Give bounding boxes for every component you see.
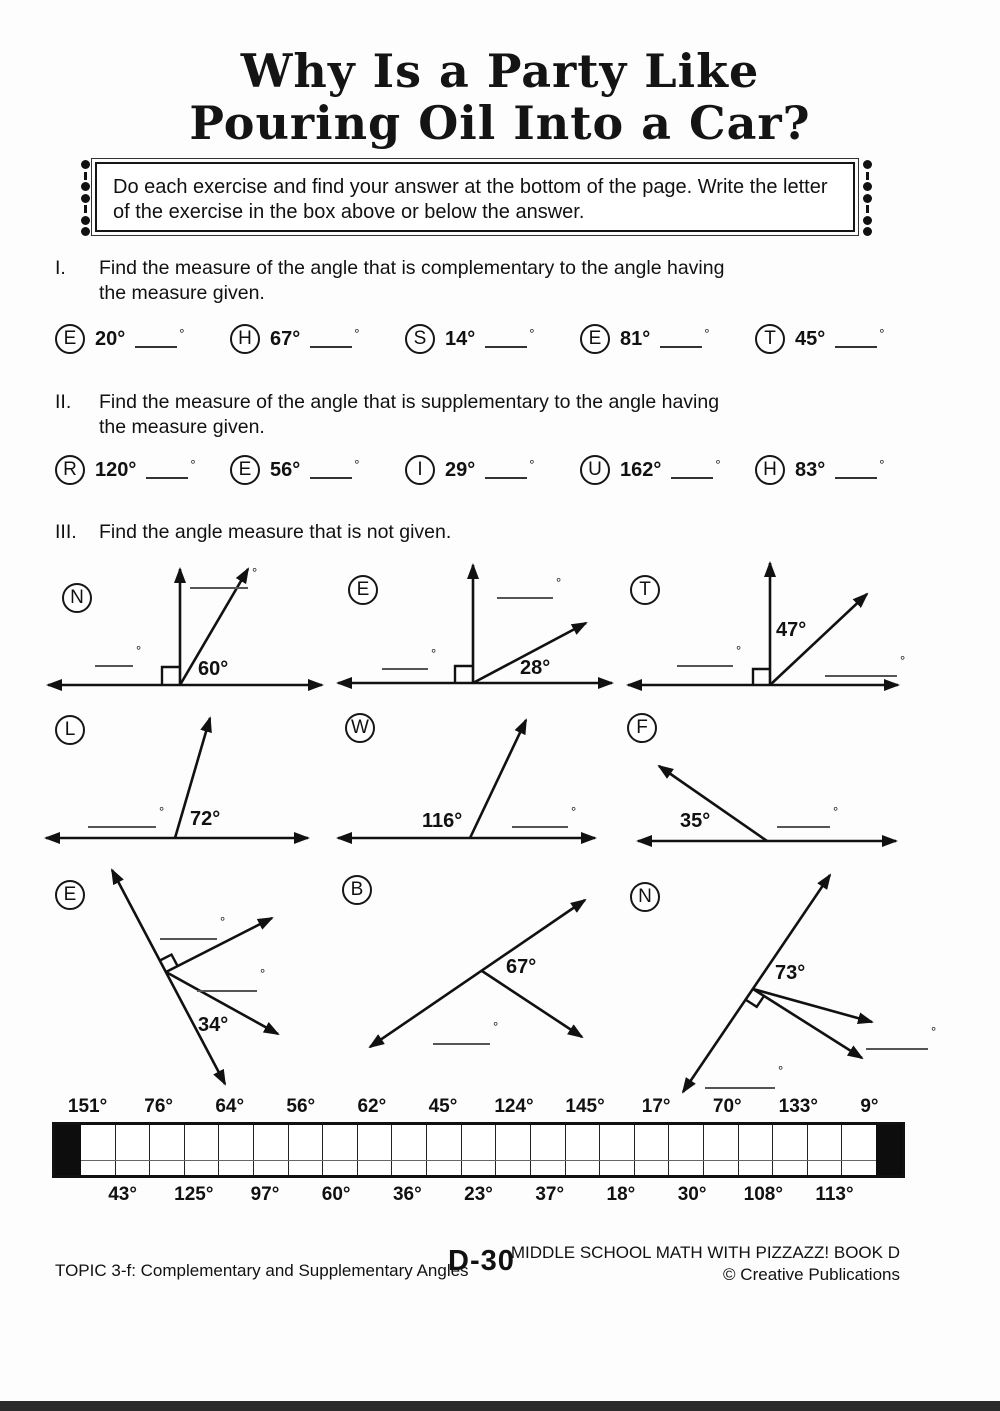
given-angle: 83°: [795, 458, 826, 481]
given-angle-label: 67°: [506, 956, 537, 978]
answer-cell: [289, 1125, 324, 1175]
degree-sign: °: [715, 456, 721, 472]
answer-cell: [531, 1125, 566, 1175]
footer-source-line2: © Creative Publications: [723, 1265, 900, 1285]
answer-values-bottom: [87, 1184, 870, 1206]
angle-diagram-svg: [330, 555, 620, 703]
strip-line: [81, 1160, 876, 1161]
answer-blank: [835, 461, 877, 479]
answer-cell: [496, 1125, 531, 1175]
footer-topic: TOPIC 3-f: Complementary and Supplementary Angles: [55, 1261, 469, 1280]
answer-strip: [52, 1122, 905, 1178]
answer-blank: [485, 461, 527, 479]
answer-value: 151°: [67, 1096, 108, 1117]
answer-value: 30°: [677, 1184, 707, 1205]
strip-endcap-left: [55, 1125, 81, 1175]
given-angle-label: 116°: [422, 810, 463, 832]
angle-diagram-svg: [330, 862, 630, 1107]
answer-blank: [835, 330, 877, 348]
footer-source-line1: MIDDLE SCHOOL MATH WITH PIZZAZZ! BOOK D: [510, 1243, 900, 1262]
section1-prompt-line2: the measure given.: [99, 282, 265, 305]
given-angle-label: 73°: [775, 962, 806, 984]
answer-cell: [566, 1125, 601, 1175]
diagram-b-67: [330, 862, 630, 1107]
degree-sign: °: [136, 643, 142, 658]
answer-value: 62°: [357, 1096, 387, 1117]
given-angle: 45°: [795, 327, 826, 350]
diagram-letter: N: [630, 882, 660, 912]
answer-value: 108°: [743, 1184, 783, 1205]
degree-sign: °: [556, 575, 562, 590]
degree-sign: °: [190, 456, 196, 472]
exercise-letter: T: [755, 324, 785, 354]
answer-cell: [185, 1125, 220, 1175]
given-angle: 120°: [95, 458, 137, 481]
degree-sign: °: [879, 325, 885, 341]
diagram-t-47: [620, 555, 990, 703]
answer-blank: [95, 651, 133, 667]
diagram-letter: W: [345, 713, 375, 743]
ornament-left: [78, 160, 92, 236]
answer-blank: [485, 330, 527, 348]
answer-blank: [866, 1034, 928, 1050]
diagram-letter: T: [630, 575, 660, 605]
answer-value: 60°: [321, 1184, 351, 1205]
section2-items: [55, 455, 930, 485]
given-angle: 29°: [445, 458, 476, 481]
instruction-line1: Do each exercise and find your answer at the bottom of the page. Write the letter: [113, 176, 828, 198]
diagram-letter: B: [342, 875, 372, 905]
answer-cell: [116, 1125, 151, 1175]
given-angle-label: 35°: [680, 810, 711, 832]
page-title-line2: Pouring Oil Into a Car?: [189, 95, 811, 150]
degree-sign: °: [529, 325, 535, 341]
section1-numeral: I.: [55, 257, 66, 279]
bottom-scan-bar: [0, 1401, 1000, 1411]
degree-sign: °: [833, 804, 839, 819]
answer-cell: [600, 1125, 635, 1175]
exercise-item: [405, 455, 580, 485]
diagram-e-28: [330, 555, 620, 703]
exercise-item: [580, 455, 755, 485]
answer-cell: [739, 1125, 774, 1175]
section1-prompt-line1: Find the measure of the angle that is complementary to the angle having: [99, 257, 725, 279]
answer-value: 64°: [215, 1096, 245, 1117]
section3-numeral: III.: [55, 521, 77, 543]
degree-sign: °: [736, 643, 742, 658]
answer-value: 133°: [778, 1096, 818, 1117]
diagram-e-34: [40, 862, 330, 1107]
exercise-letter: S: [405, 324, 435, 354]
answer-value: 124°: [494, 1096, 534, 1117]
degree-sign: °: [879, 456, 885, 472]
footer-page-code: D-30: [448, 1245, 515, 1277]
answer-value: 36°: [392, 1184, 422, 1205]
angle-diagram-svg: [620, 862, 1000, 1107]
given-angle: 56°: [270, 458, 301, 481]
right-angle-mark: [162, 667, 180, 685]
answer-blank: [671, 461, 713, 479]
answer-value: 56°: [286, 1096, 316, 1117]
answer-blank: [146, 461, 188, 479]
answer-cell: [219, 1125, 254, 1175]
exercise-item: [755, 455, 930, 485]
answer-value: 125°: [174, 1184, 214, 1205]
answer-value: 43°: [108, 1184, 137, 1205]
answer-blank: [512, 812, 568, 828]
answer-blank: [160, 924, 217, 940]
right-angle-mark: [753, 669, 770, 685]
exercise-letter: E: [230, 455, 260, 485]
strip-cells: [81, 1125, 876, 1175]
diagram-w-116: [330, 708, 620, 858]
degree-sign: °: [159, 804, 165, 819]
answer-value: 18°: [606, 1184, 636, 1205]
answer-cell: [323, 1125, 358, 1175]
answer-blank: [382, 654, 428, 670]
answer-value: 145°: [565, 1096, 605, 1117]
given-angle: 20°: [95, 327, 126, 350]
answer-cell: [150, 1125, 185, 1175]
ornament-right: [860, 160, 874, 236]
page-title-line1: Why Is a Party Like: [240, 44, 760, 98]
right-angle-mark: [455, 666, 473, 683]
answer-blank: [433, 1029, 490, 1045]
given-angle-label: 47°: [776, 619, 807, 641]
given-angle: 162°: [620, 458, 662, 481]
degree-sign: °: [354, 325, 360, 341]
degree-sign: °: [252, 565, 258, 580]
page-title: [0, 46, 1000, 149]
answer-cell: [635, 1125, 670, 1175]
exercise-item: [405, 324, 580, 354]
degree-sign: °: [778, 1063, 784, 1078]
answer-cell: [808, 1125, 843, 1175]
degree-sign: °: [179, 325, 185, 341]
angle-diagram-svg: [40, 555, 330, 703]
diagram-l-72: [40, 708, 330, 858]
answer-blank: [677, 651, 733, 667]
diagram-letter: F: [627, 713, 657, 743]
answer-cell: [462, 1125, 497, 1175]
answer-value: 70°: [712, 1096, 742, 1117]
given-angle: 81°: [620, 327, 651, 350]
section1-prompt: [99, 256, 724, 307]
answer-blank: [660, 330, 702, 348]
answer-values-top: [52, 1096, 905, 1118]
instruction-line2: of the exercise in the box above or below the answer.: [113, 201, 585, 223]
diagram-f-35: [620, 708, 990, 858]
given-angle-label: 28°: [520, 657, 551, 679]
degree-sign: °: [931, 1024, 937, 1039]
degree-sign: °: [260, 966, 266, 981]
answer-blank: [190, 573, 248, 589]
section2-prompt-line1: Find the measure of the angle that is supplementary to the angle having: [99, 391, 720, 413]
answer-value: 9°: [860, 1096, 879, 1117]
exercise-letter: I: [405, 455, 435, 485]
exercise-item: [230, 455, 405, 485]
diagram-letter: L: [55, 715, 85, 745]
section2-prompt: [99, 390, 719, 441]
answer-value: 37°: [535, 1184, 565, 1205]
section1-header: [55, 256, 724, 307]
exercise-letter: E: [55, 324, 85, 354]
section3-header: [55, 520, 451, 545]
exercise-letter: E: [580, 324, 610, 354]
given-angle-label: 34°: [198, 1014, 229, 1036]
diagram-letter: E: [348, 575, 378, 605]
given-angle-label: 72°: [190, 808, 221, 830]
section2-header: [55, 390, 719, 441]
degree-sign: °: [431, 646, 437, 661]
answer-value: 76°: [144, 1096, 173, 1117]
degree-sign: °: [529, 456, 535, 472]
exercise-letter: U: [580, 455, 610, 485]
answer-blank: [777, 812, 830, 828]
answer-blank: [197, 976, 257, 992]
diagram-n-73: [620, 862, 1000, 1107]
answer-cell: [842, 1125, 876, 1175]
answer-value: 97°: [250, 1184, 280, 1205]
answer-cell: [392, 1125, 427, 1175]
answer-cell: [427, 1125, 462, 1175]
section3-prompt: Find the angle measure that is not given.: [99, 521, 452, 543]
answer-cell: [358, 1125, 393, 1175]
given-angle-label: 60°: [198, 658, 229, 680]
footer-source: [511, 1242, 900, 1286]
degree-sign: °: [354, 456, 360, 472]
answer-blank: [497, 583, 553, 599]
answer-cell: [773, 1125, 808, 1175]
answer-blank: [310, 461, 352, 479]
answer-blank: [310, 330, 352, 348]
answer-cell: [81, 1125, 116, 1175]
instruction-box: [95, 162, 855, 232]
answer-cell: [254, 1125, 289, 1175]
exercise-letter: H: [755, 455, 785, 485]
section2-numeral: II.: [55, 391, 72, 413]
exercise-item: [55, 324, 230, 354]
exercise-letter: R: [55, 455, 85, 485]
diagram-n-60: [40, 555, 330, 703]
answer-value: 45°: [428, 1096, 458, 1117]
exercise-item: [55, 455, 230, 485]
exercise-item: [580, 324, 755, 354]
section1-items: [55, 324, 930, 354]
answer-value: 113°: [815, 1184, 854, 1205]
exercise-item: [755, 324, 930, 354]
angle-diagram-svg: [620, 708, 990, 858]
section2-prompt-line2: the measure given.: [99, 416, 265, 439]
answer-value: 17°: [641, 1096, 671, 1117]
degree-sign: °: [220, 914, 226, 929]
given-angle: 14°: [445, 327, 476, 350]
degree-sign: °: [493, 1019, 499, 1034]
diagram-letter: N: [62, 583, 92, 613]
strip-endcap-right: [876, 1125, 902, 1175]
answer-cell: [704, 1125, 739, 1175]
given-angle: 67°: [270, 327, 301, 350]
answer-value: 23°: [464, 1184, 493, 1205]
answer-blank: [88, 812, 156, 828]
answer-blank: [825, 661, 897, 677]
diagram-letter: E: [55, 880, 85, 910]
exercise-letter: H: [230, 324, 260, 354]
degree-sign: °: [704, 325, 710, 341]
exercise-item: [230, 324, 405, 354]
degree-sign: °: [900, 653, 906, 668]
answer-blank: [705, 1073, 775, 1089]
answer-blank: [135, 330, 177, 348]
answer-cell: [669, 1125, 704, 1175]
degree-sign: °: [571, 804, 577, 819]
